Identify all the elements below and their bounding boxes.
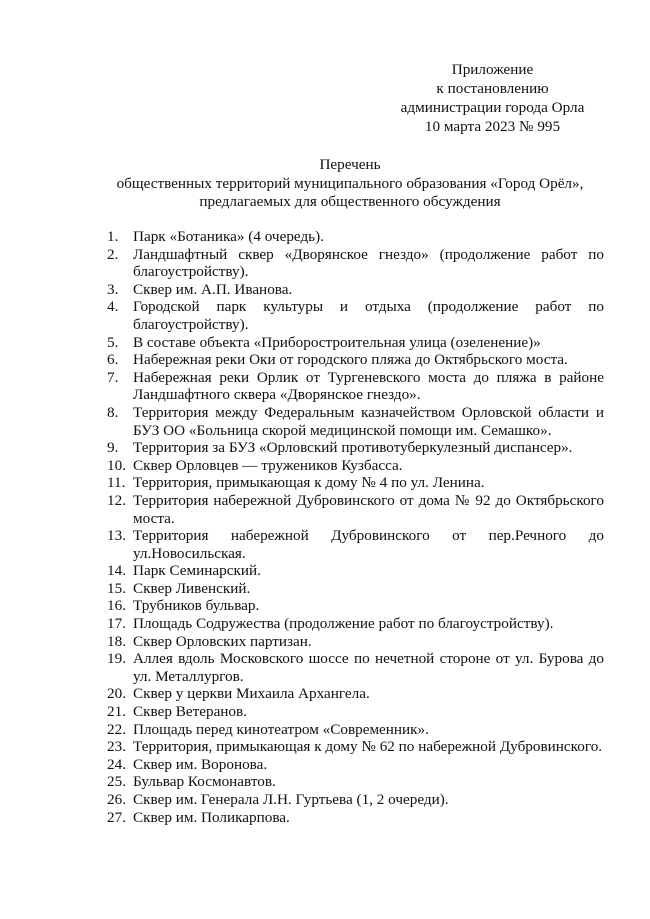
list-item-number: 8. (107, 403, 119, 421)
list-item-number: 2. (107, 245, 119, 263)
list-item (107, 580, 604, 598)
list-item-number: 23. (107, 738, 126, 756)
list-item-text: Ландшафтный сквер «Дворянское гнездо» (продолжение работ по благоустройству). (133, 245, 604, 281)
list-item-text: Сквер Орловских партизан. (133, 632, 312, 650)
list-item (107, 474, 604, 492)
list-item-number: 17. (107, 615, 126, 633)
appendix-resolution: к постановлению (436, 80, 549, 97)
list-item-text: Сквер им. Поликарпова. (133, 808, 290, 826)
list-item-text: В составе объекта «Приборостроительная улица (озеленение)» (133, 333, 541, 351)
list-item (107, 633, 604, 651)
list-item (107, 457, 604, 475)
document-title: Перечень (319, 156, 381, 173)
list-item-text: Территория набережной Дубровинского от пер.Речного до ул.Новосильская. (133, 527, 604, 562)
list-item (107, 351, 604, 369)
document-subtitle-line2: предлагаемых для общественного обсуждения (199, 193, 501, 210)
list-item (107, 334, 604, 352)
list-item-number: 1. (107, 228, 119, 245)
appendix-authority: администрации города Орла (400, 99, 585, 116)
list-item-text: Аллея вдоль Московского шоссе по нечетной стороне от ул. Бурова до ул. Металлургов. (133, 650, 604, 685)
territory-list (107, 228, 604, 826)
list-item (107, 597, 604, 615)
list-item-text: Набережная реки Оки от городского пляжа до Октябрьского моста. (133, 351, 568, 369)
list-item-number: 13. (107, 527, 126, 545)
list-item-text: Территория набережной Дубровинского от дома № 92 до Октябрьского моста. (133, 491, 604, 527)
list-item-text: Сквер Ветеранов. (133, 703, 247, 721)
list-item-text: Территория между Федеральным казначейством Орловской области и БУЗ ОО «Больница скорой медицинской помощи им. Семашко». (133, 403, 604, 439)
list-item-number: 6. (107, 351, 119, 369)
appendix-date-number: 10 марта 2023 № 995 (424, 118, 561, 135)
list-item (107, 562, 604, 580)
list-item (107, 439, 604, 457)
list-item (107, 527, 604, 562)
list-item-text: Сквер им. Воронова. (133, 755, 268, 773)
list-item (107, 404, 604, 439)
list-item-text: Территория за БУЗ «Орловский противотуберкулезный диспансер». (133, 439, 573, 457)
list-item-number: 7. (107, 368, 119, 386)
list-item-number: 10. (107, 456, 126, 474)
list-item (107, 738, 604, 756)
list-item-text: Сквер им. Генерала Л.Н. Гуртьева (1, 2 очереди). (133, 791, 449, 808)
list-item-number: 9. (107, 439, 119, 457)
list-item (107, 281, 604, 299)
list-item-number: 16. (107, 597, 126, 615)
document-heading (90, 156, 610, 212)
appendix-label: Приложение (451, 61, 534, 78)
list-item-text: Территория, примыкающая к дому № 4 по ул. Ленина. (133, 474, 485, 492)
list-item-number: 12. (107, 491, 126, 509)
document-subtitle-line1: общественных территорий муниципального образования «Город Орёл», (116, 174, 584, 192)
list-item (107, 369, 604, 404)
list-item (107, 615, 604, 633)
list-item-text: Сквер Орловцев — тружеников Кузбасса. (133, 456, 403, 474)
list-item-number: 21. (107, 703, 126, 721)
list-item-number: 22. (107, 720, 126, 738)
list-item-text: Сквер у церкви Михаила Архангела. (133, 685, 370, 703)
list-item-text: Парк «Ботаника» (4 очередь). (133, 228, 324, 245)
list-item-text: Площадь перед кинотеатром «Современник». (133, 720, 429, 738)
list-item (107, 721, 604, 739)
list-item-number: 5. (107, 333, 119, 351)
list-item (107, 703, 604, 721)
list-item-number: 14. (107, 562, 126, 580)
list-item-number: 4. (107, 298, 119, 316)
list-item (107, 492, 604, 527)
list-item-text: Трубников бульвар. (133, 597, 260, 615)
list-item-number: 15. (107, 579, 126, 597)
list-item-text: Бульвар Космонавтов. (133, 773, 276, 791)
appendix-header (380, 60, 605, 136)
list-item-number: 24. (107, 755, 126, 773)
list-item-number: 25. (107, 773, 126, 791)
list-item (107, 246, 604, 281)
list-item-text: Городской парк культуры и отдыха (продолжение работ по благоустройству). (133, 298, 604, 333)
list-item-number: 27. (107, 808, 126, 826)
list-item-text: Парк Семинарский. (133, 562, 261, 580)
list-item (107, 298, 604, 333)
list-item-number: 26. (107, 791, 126, 808)
list-item-number: 18. (107, 632, 126, 650)
list-item-text: Территория, примыкающая к дому № 62 по набережной Дубровинского. (133, 738, 603, 756)
list-item-text: Набережная реки Орлик от Тургеневского моста до пляжа в районе Ландшафтного сквера «Дворянское гнездо». (133, 368, 604, 404)
list-item-number: 20. (107, 685, 126, 703)
list-item-number: 3. (107, 280, 119, 298)
list-item (107, 685, 604, 703)
list-item-text: Сквер Ливенский. (133, 579, 251, 597)
list-item-text: Сквер им. А.П. Иванова. (133, 280, 293, 298)
list-item-text: Площадь Содружества (продолжение работ по благоустройству). (133, 615, 554, 633)
list-item-number: 11. (107, 474, 126, 492)
list-item (107, 809, 604, 827)
list-item (107, 228, 604, 246)
list-item-number: 19. (107, 650, 126, 668)
list-item (107, 650, 604, 685)
list-item (107, 756, 604, 774)
list-item (107, 773, 604, 791)
list-item (107, 791, 604, 809)
